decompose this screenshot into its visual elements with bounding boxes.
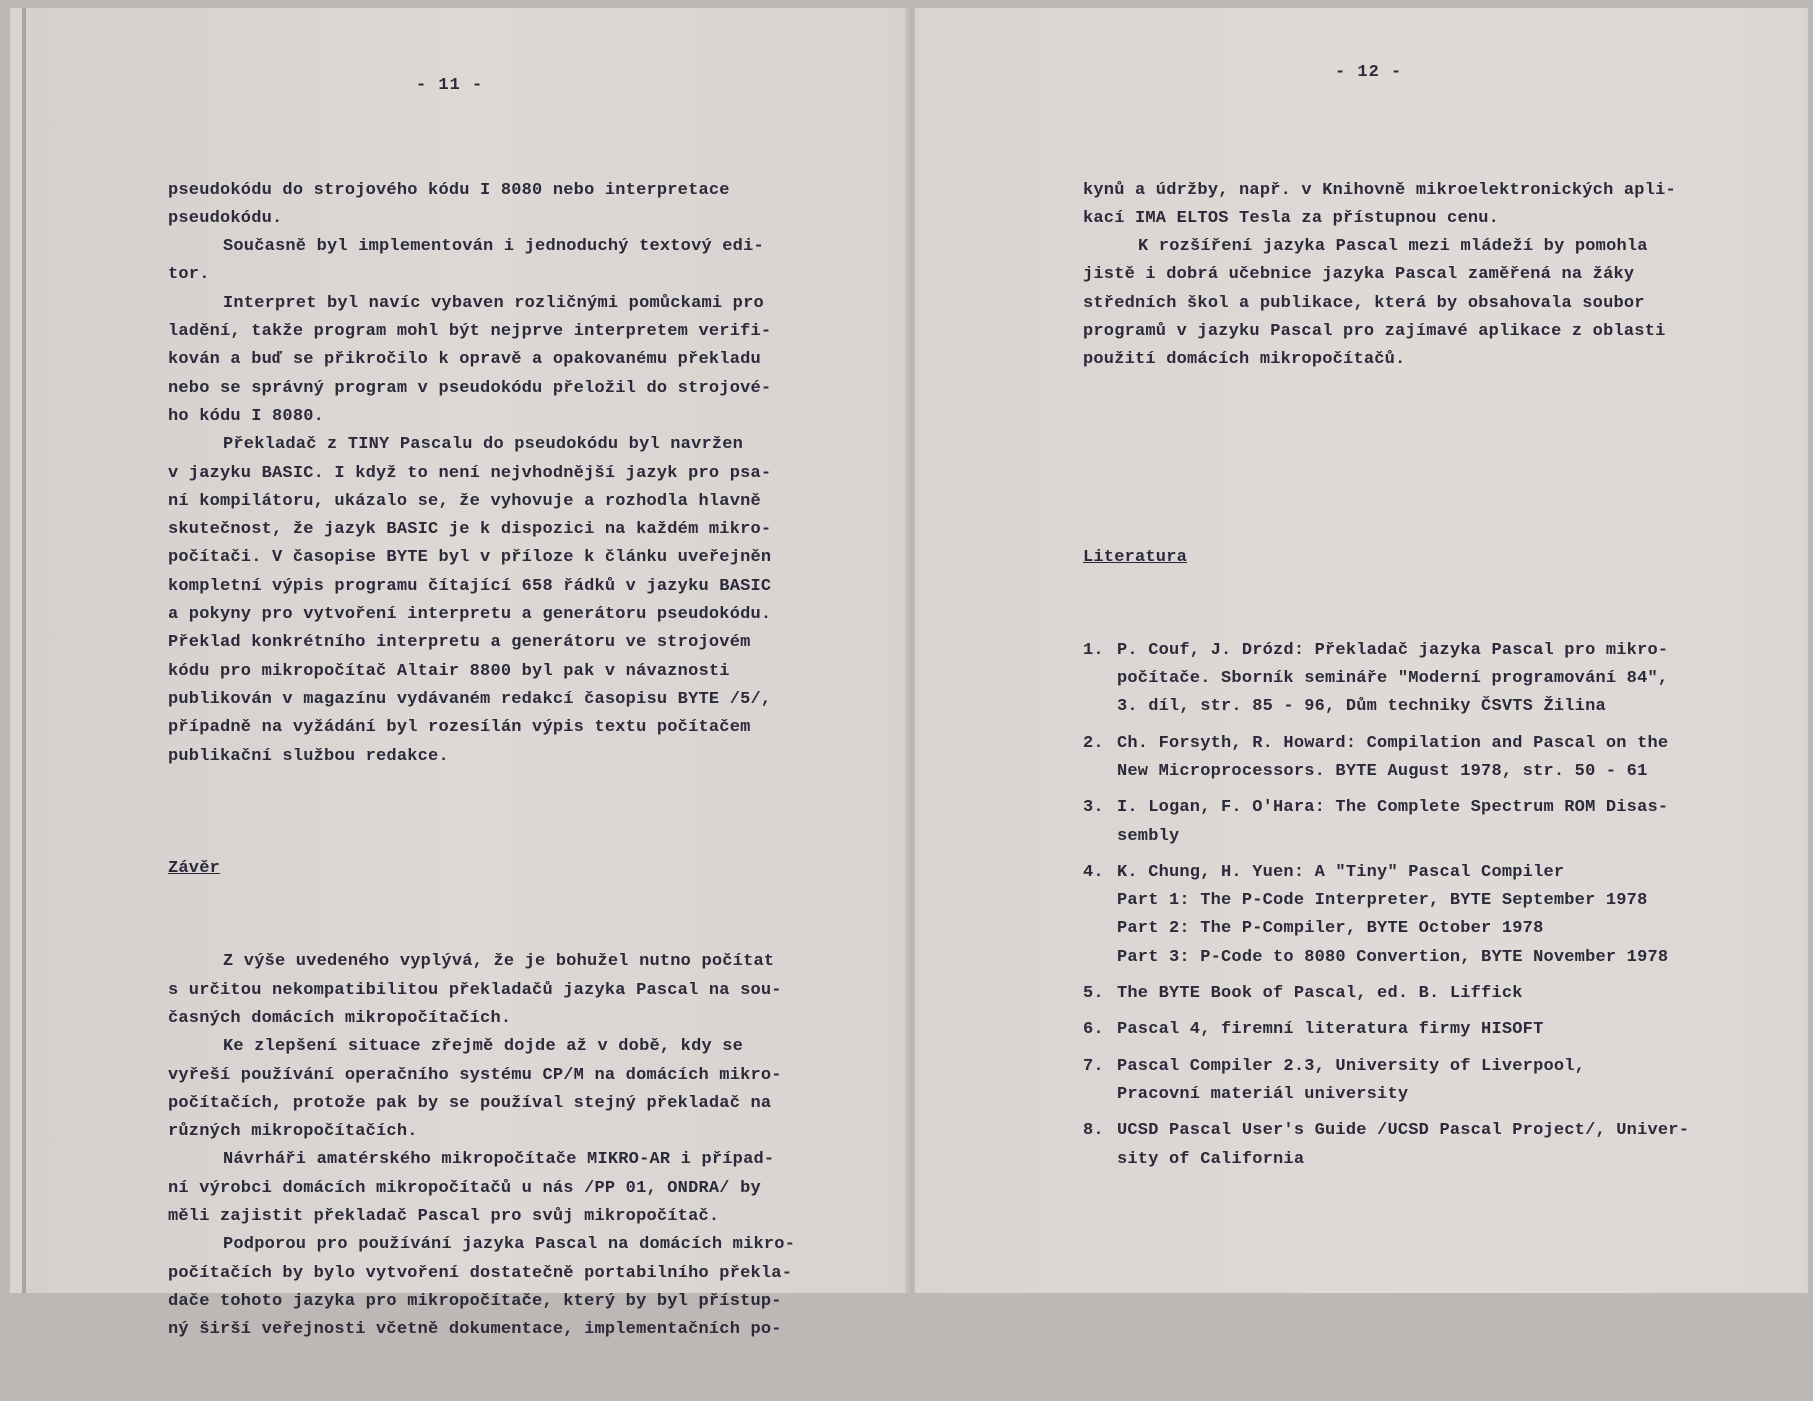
- text-line: kován a buď se přikročilo k opravě a opakovanému překladu: [168, 350, 761, 370]
- reference-text: [1117, 980, 1773, 1008]
- text-line: Interpret byl navíc vybaven rozličnými pomůckami pro: [223, 293, 764, 313]
- text-line: počítačích by bylo vytvoření dostatečně portabilního překla-: [168, 1263, 793, 1283]
- text-line: a pokyny pro vytvoření interpretu a generátoru pseudokódu.: [168, 605, 772, 625]
- text-line: jistě i dobrá učebnice jazyka Pascal zaměřená na žáky: [1083, 265, 1635, 285]
- reference-number: 2.: [1083, 733, 1104, 753]
- text-line: tor.: [168, 265, 210, 285]
- reference-line: The BYTE Book of Pascal, ed. B. Liffick: [1117, 984, 1523, 1004]
- left-page-text: [168, 120, 868, 1401]
- reference-line: 3. díl, str. 85 - 96, Dům techniky ČSVTS Žilina: [1117, 697, 1606, 717]
- text-line: pseudokódu.: [168, 208, 283, 228]
- reference-number: 7.: [1083, 1056, 1104, 1076]
- text-line: publikační službou redakce.: [168, 746, 449, 766]
- text-line: skutečnost, že jazyk BASIC je k dispozici na každém mikro-: [168, 520, 772, 540]
- reference-text: [1117, 1053, 1773, 1110]
- page-number: - 12 -: [1335, 63, 1403, 82]
- text-line: počítači. V časopise BYTE byl v příloze k článku uveřejněn: [168, 548, 772, 568]
- text-line: Současně byl implementován i jednoduchý textový edi-: [223, 237, 764, 257]
- text-line: použití domácích mikropočítačů.: [1083, 350, 1406, 370]
- page-number: - 11 -: [416, 76, 484, 95]
- reference-item: [1083, 794, 1773, 851]
- text-line: středních škol a publikace, která by obsahovala soubor: [1083, 293, 1645, 313]
- reference-text: [1117, 1117, 1773, 1174]
- text-line: kódu pro mikropočítač Altair 8800 byl pak v návaznosti: [168, 661, 730, 681]
- text-line: ný širší veřejnosti včetně dokumentace, implementačních po-: [168, 1320, 782, 1340]
- right-page-text: [1083, 120, 1773, 1238]
- text-line: časných domácích mikropočítačích.: [168, 1008, 512, 1028]
- paragraph-block: [168, 948, 868, 1344]
- text-line: Z výše uvedeného vyplývá, že je bohužel nutno počítat: [223, 952, 775, 972]
- reference-line: počítače. Sborník semináře "Moderní programování 84",: [1117, 669, 1669, 689]
- reference-text: [1117, 859, 1773, 972]
- text-line: Překlad konkrétního interpretu a generátoru ve strojovém: [168, 633, 751, 653]
- section-heading: Literatura: [1083, 547, 1188, 567]
- reference-text: [1117, 730, 1773, 787]
- reference-line: UCSD Pascal User's Guide /UCSD Pascal Project/, Univer-: [1117, 1121, 1690, 1141]
- reference-line: Pascal Compiler 2.3, University of Liverpool,: [1117, 1056, 1586, 1076]
- text-line: K rozšíření jazyka Pascal mezi mládeží by pomohla: [1138, 237, 1648, 257]
- text-line: kompletní výpis programu čítající 658 řádků v jazyku BASIC: [168, 576, 772, 596]
- reference-number: 5.: [1083, 984, 1104, 1004]
- reference-line: Pracovní materiál university: [1117, 1084, 1409, 1104]
- paragraph-block: [168, 177, 868, 771]
- reference-number: 1.: [1083, 640, 1104, 660]
- text-line: vyřeší používání operačního systému CP/M na domácích mikro-: [168, 1065, 782, 1085]
- text-line: kací IMA ELTOS Tesla za přístupnou cenu.: [1083, 208, 1500, 228]
- reference-text: [1117, 637, 1773, 722]
- reference-number: 8.: [1083, 1121, 1104, 1141]
- reference-line: I. Logan, F. O'Hara: The Complete Spectrum ROM Disas-: [1117, 798, 1669, 818]
- reference-item: [1083, 637, 1773, 722]
- text-line: případně na vyžádání byl rozesílán výpis textu počítačem: [168, 718, 751, 738]
- text-line: dače tohoto jazyka pro mikropočítače, který by byl přístup-: [168, 1291, 782, 1311]
- reference-number: 6.: [1083, 1020, 1104, 1040]
- reference-line: K. Chung, H. Yuen: A "Tiny" Pascal Compiler: [1117, 862, 1565, 882]
- reference-number: 3.: [1083, 798, 1104, 818]
- text-line: ladění, takže program mohl být nejprve interpretem verifi-: [168, 322, 772, 342]
- text-line: Podporou pro používání jazyka Pascal na domácích mikro-: [223, 1235, 796, 1255]
- text-line: měli zajistit překladač Pascal pro svůj mikropočítač.: [168, 1206, 720, 1226]
- reference-line: Part 1: The P-Code Interpreter, BYTE September 1978: [1117, 891, 1648, 911]
- spacer: [1083, 431, 1773, 487]
- text-line: nebo se správný program v pseudokódu přeložil do strojové-: [168, 378, 772, 398]
- reference-line: New Microprocessors. BYTE August 1978, str. 50 - 61: [1117, 761, 1648, 781]
- reference-line: P. Couf, J. Drózd: Překladač jazyka Pascal pro mikro-: [1117, 640, 1669, 660]
- right-page: [915, 8, 1802, 1293]
- left-page: [22, 8, 909, 1340]
- text-line: s určitou nekompatibilitou překladačů jazyka Pascal na sou-: [168, 980, 782, 1000]
- reference-item: [1083, 859, 1773, 972]
- text-line: Návrháři amatérského mikropočítače MIKRO-AR i případ-: [223, 1150, 775, 1170]
- text-line: různých mikropočítačích.: [168, 1122, 418, 1142]
- text-line: programů v jazyku Pascal pro zajímavé aplikace z oblasti: [1083, 322, 1666, 342]
- reference-line: Part 2: The P-Compiler, BYTE October 1978: [1117, 919, 1544, 939]
- text-line: kynů a údržby, např. v Knihovně mikroelektronických apli-: [1083, 180, 1676, 200]
- reference-line: sity of California: [1117, 1149, 1305, 1169]
- text-line: počítačích, protože pak by se používal stejný překladač na: [168, 1093, 772, 1113]
- reference-list: [1083, 637, 1773, 1174]
- reference-number: 4.: [1083, 862, 1104, 882]
- reference-item: [1083, 1016, 1773, 1044]
- text-line: pseudokódu do strojového kódu I 8080 nebo interpretace: [168, 180, 730, 200]
- text-line: publikován v magazínu vydávaném redakcí časopisu BYTE /5/,: [168, 689, 772, 709]
- text-line: ho kódu I 8080.: [168, 406, 325, 426]
- reference-item: [1083, 1053, 1773, 1110]
- paragraph-block: [1083, 177, 1773, 375]
- reference-line: sembly: [1117, 826, 1180, 846]
- text-line: Ke zlepšení situace zřejmě dojde až v době, kdy se: [223, 1037, 744, 1057]
- section-heading: Závěr: [168, 859, 221, 879]
- reference-item: [1083, 1117, 1773, 1174]
- reference-item: [1083, 730, 1773, 787]
- reference-line: Pascal 4, firemní literatura firmy HISOFT: [1117, 1020, 1544, 1040]
- text-line: ní výrobci domácích mikropočítačů u nás /PP 01, ONDRA/ by: [168, 1178, 761, 1198]
- text-line: v jazyku BASIC. I když to není nejvhodnější jazyk pro psa-: [168, 463, 772, 483]
- reference-text: [1117, 794, 1773, 851]
- reference-item: [1083, 980, 1773, 1008]
- reference-text: [1117, 1016, 1773, 1044]
- text-line: Překladač z TINY Pascalu do pseudokódu byl navržen: [223, 435, 744, 455]
- book-spread: [10, 8, 1808, 1340]
- text-line: ní kompilátoru, ukázalo se, že vyhovuje a rozhodla hlavně: [168, 491, 761, 511]
- reference-line: Part 3: P-Code to 8080 Convertion, BYTE November 1978: [1117, 947, 1669, 967]
- reference-line: Ch. Forsyth, R. Howard: Compilation and Pascal on the: [1117, 733, 1669, 753]
